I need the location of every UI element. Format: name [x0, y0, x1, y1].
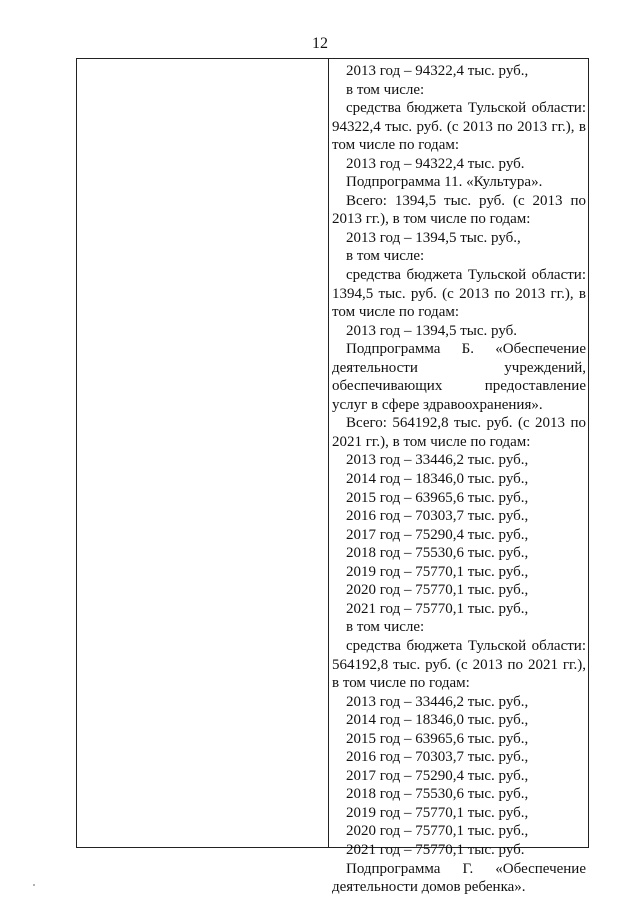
text-line: 2013 год – 94322,4 тыс. руб.: [346, 155, 525, 172]
text-line: 2013 год – 94322,4 тыс. руб.,: [346, 63, 529, 79]
year-line: 2019 год – 75770,1 тыс. руб.,: [346, 804, 529, 821]
year-line: 2019 год – 75770,1 тыс. руб.,: [346, 563, 529, 580]
year-line: 2014 год – 18346,0 тыс. руб.,: [346, 471, 529, 488]
year-line: 2020 год – 75770,1 тыс. руб.,: [346, 582, 529, 599]
year-line: 2021 год – 75770,1 тыс. руб.: [346, 841, 525, 858]
text-line: Всего: 564192,8 тыс. руб. (с 2013 по 2021 гг.), в том числе по годам:: [332, 415, 586, 450]
year-line: 2016 год – 70303,7 тыс. руб.,: [346, 508, 529, 525]
financing-table: [76, 58, 589, 896]
subprogram-title: Подпрограмма Г. «Обеспечение деятельности домов ребенка».: [332, 860, 586, 896]
text-line: средства бюджета Тульской области: 564192,8 тыс. руб. (с 2013 по 2021 гг.), в том числе по годам:: [332, 637, 586, 692]
table-left-cell-empty: [77, 59, 329, 847]
text-line: в том числе:: [346, 81, 425, 98]
text-line: средства бюджета Тульской области: 1394,5 тыс. руб. (с 2013 по 2013 гг.), в том числе по годам:: [332, 267, 586, 321]
year-line: 2015 год – 63965,6 тыс. руб.,: [346, 730, 529, 747]
year-line: 2013 год – 33446,2 тыс. руб.,: [346, 693, 529, 710]
text-line: средства бюджета Тульской области: 94322,4 тыс. руб. (с 2013 по 2013 гг.), в том числе по годам:: [332, 100, 586, 154]
text-line: Всего: 1394,5 тыс. руб. (с 2013 по 2013 гг.), в том числе по годам:: [332, 192, 586, 228]
year-line: 2018 год – 75530,6 тыс. руб.,: [346, 786, 529, 803]
page-number: 12: [312, 35, 328, 52]
year-line: 2013 год – 33446,2 тыс. руб.,: [346, 452, 529, 469]
text-line: 2013 год – 1394,5 тыс. руб.: [346, 322, 518, 339]
year-line: 2016 год – 70303,7 тыс. руб.,: [346, 749, 529, 766]
year-line: 2017 год – 75290,4 тыс. руб.,: [346, 767, 529, 784]
year-line: 2020 год – 75770,1 тыс. руб.,: [346, 823, 529, 840]
text-line: в том числе:: [346, 248, 425, 265]
subprogram-title: Подпрограмма 11. «Культура».: [346, 174, 543, 191]
year-line: 2014 год – 18346,0 тыс. руб.,: [346, 712, 529, 729]
table-right-cell: [329, 59, 588, 896]
scan-speck: [33, 884, 35, 886]
year-line: 2015 год – 63965,6 тыс. руб.,: [346, 489, 529, 506]
year-line: 2021 год – 75770,1 тыс. руб.,: [346, 600, 529, 617]
text-line: в том числе:: [346, 619, 425, 636]
year-line: 2017 год – 75290,4 тыс. руб.,: [346, 526, 529, 543]
year-line: 2018 год – 75530,6 тыс. руб.,: [346, 545, 529, 562]
text-line: 2013 год – 1394,5 тыс. руб.,: [346, 229, 521, 246]
subprogram-title: Подпрограмма Б. «Обеспечение деятельности учреждений, обеспечивающих предоставление услуг в сфере здравоохранения».: [332, 341, 586, 413]
